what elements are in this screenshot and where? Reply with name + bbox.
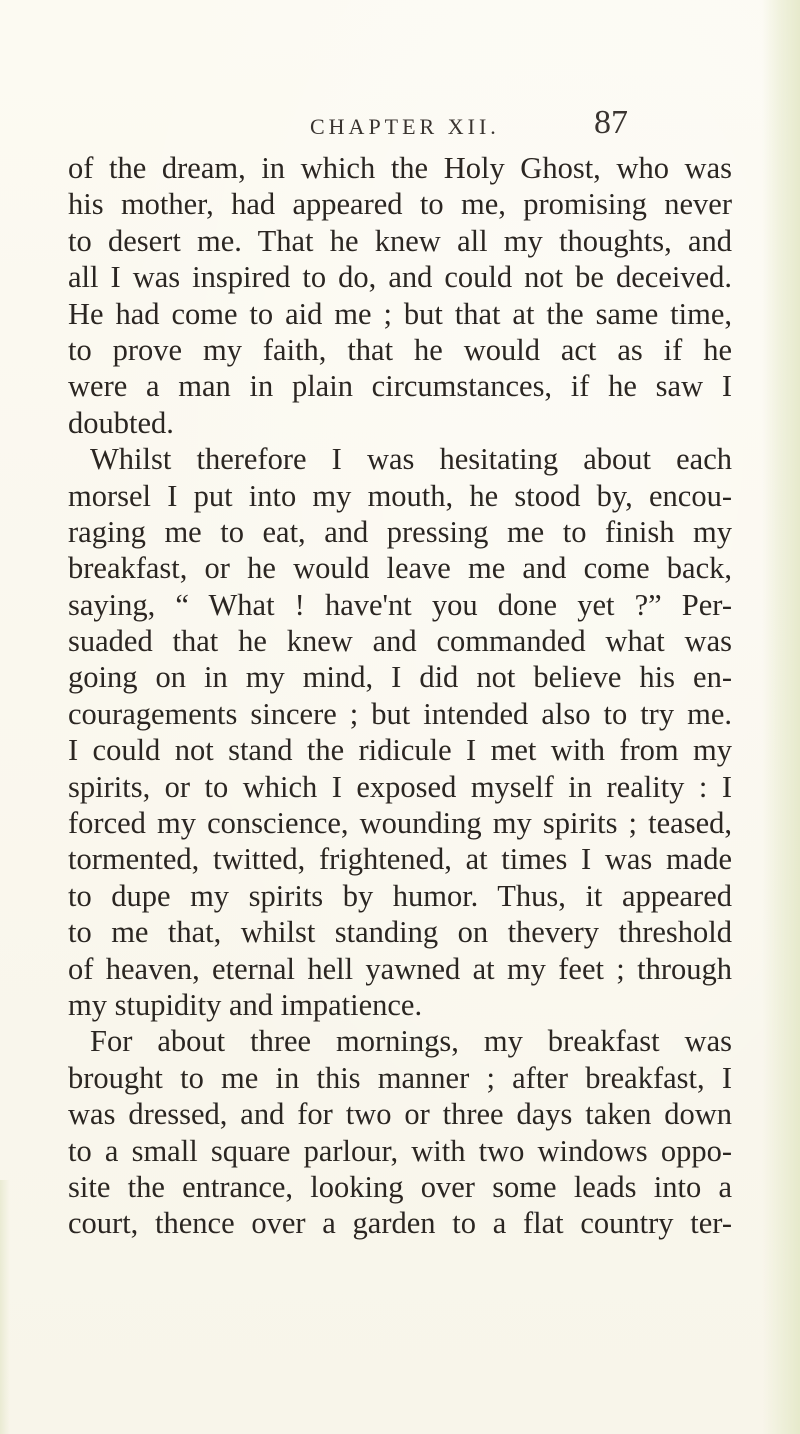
page-number: 87: [594, 104, 628, 141]
text-line: morsel I put into my mouth, he stood by, encou-: [68, 478, 732, 513]
body-text: [68, 150, 732, 1242]
text-line: tormented, twitted, frightened, at times I was made: [68, 842, 732, 877]
text-line: breakfast, or he would leave me and come back,: [68, 551, 732, 586]
text-line: was dressed, and for two or three days taken down: [68, 1097, 732, 1132]
text-line: saying, “ What ! have'nt you done yet ?” Per-: [68, 587, 732, 622]
text-line: of heaven, eternal hell yawned at my feet ; through: [68, 951, 732, 986]
text-line: going on in my mind, I did not believe his en-: [68, 660, 732, 695]
running-head: [0, 104, 800, 144]
text-line: doubted.: [68, 405, 174, 440]
page-edge-shading: [762, 0, 800, 1434]
text-line: forced my conscience, wounding my spirits ; teased,: [68, 806, 732, 841]
text-line: brought to me in this manner ; after breakfast, I: [68, 1060, 732, 1095]
text-line: to me that, whilst standing on thevery threshold: [68, 915, 732, 950]
text-line: He had come to aid me ; but that at the same time,: [68, 296, 732, 331]
text-line: to dupe my spirits by humor. Thus, it appeared: [68, 878, 732, 913]
text-line: suaded that he knew and commanded what was: [68, 624, 732, 659]
text-line: to desert me. That he knew all my thoughts, and: [68, 223, 732, 258]
text-line: all I was inspired to do, and could not be deceived.: [68, 260, 732, 295]
text-line: spirits, or to which I exposed myself in reality : I: [68, 769, 732, 804]
text-line: raging me to eat, and pressing me to finish my: [68, 514, 732, 549]
text-line: couragements sincere ; but intended also to try me.: [68, 696, 732, 731]
text-line: to prove my faith, that he would act as if he: [68, 332, 732, 367]
text-line: I could not stand the ridicule I met with from my: [68, 733, 732, 768]
text-line: his mother, had appeared to me, promising never: [68, 187, 732, 222]
text-line: For about three mornings, my breakfast was: [90, 1024, 732, 1059]
text-line: Whilst therefore I was hesitating about each: [90, 442, 732, 477]
text-line: to a small square parlour, with two windows oppo-: [68, 1133, 732, 1168]
text-line: site the entrance, looking over some leads into a: [68, 1169, 732, 1204]
text-line: court, thence over a garden to a flat country ter-: [68, 1206, 732, 1241]
chapter-heading: CHAPTER XII.: [310, 114, 500, 139]
text-line: were a man in plain circumstances, if he saw I: [68, 369, 732, 404]
text-line: my stupidity and impatience.: [68, 987, 423, 1022]
text-line: of the dream, in which the Holy Ghost, who was: [68, 151, 732, 185]
page-edge-stain: [0, 1180, 10, 1434]
